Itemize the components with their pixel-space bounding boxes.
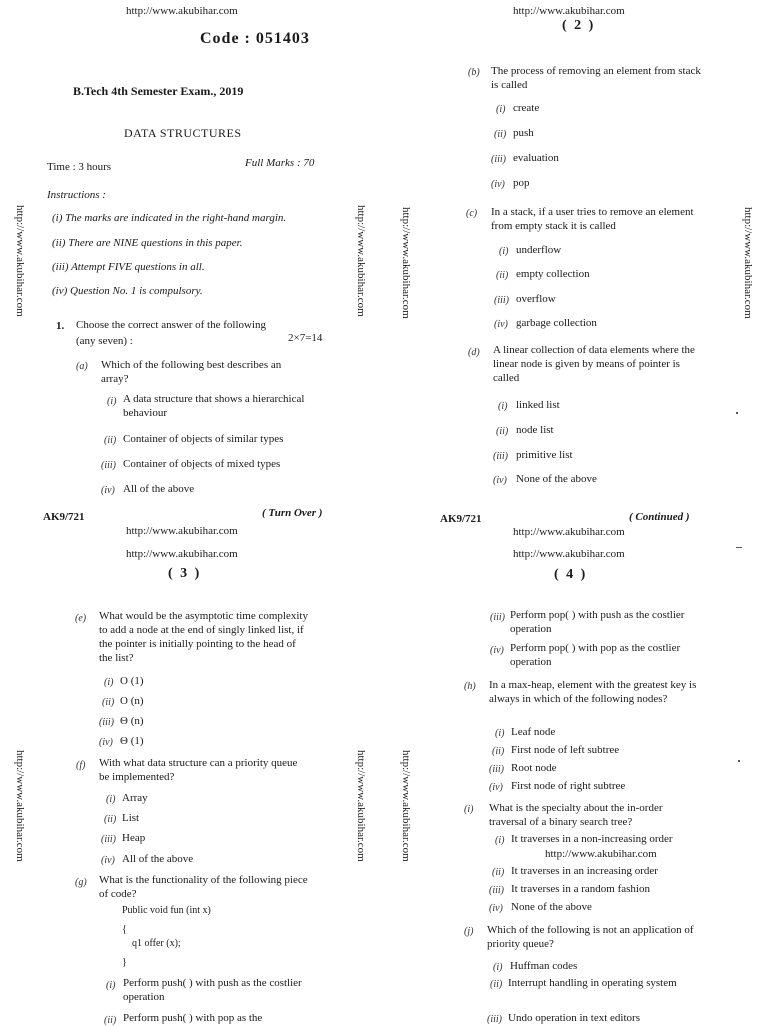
sub-question-label: (i): [464, 804, 474, 815]
option-text: First node of right subtree: [511, 780, 626, 792]
option-text: Container of objects of mixed types: [123, 458, 281, 470]
option-text: First node of left subtree: [511, 744, 620, 756]
option-text: pop: [513, 177, 530, 189]
option-text: Array: [122, 792, 148, 804]
option-text: overflow: [516, 293, 556, 305]
option-text: Θ (n): [120, 715, 144, 727]
instruction-item: (i) The marks are indicated in the right-hand margin.: [52, 212, 287, 224]
option-text: Perform push( ) with pop as the: [123, 1012, 263, 1024]
option-text: empty collection: [516, 268, 590, 280]
question-number: 1.: [56, 320, 65, 332]
page-4: [384, 528, 768, 1024]
option-label: (iv): [101, 485, 115, 496]
header-url: http://www.akubihar.com: [126, 5, 238, 17]
sub-question-label: (j): [464, 926, 474, 937]
option-label: (iv): [490, 645, 504, 656]
time-info: Time : 3 hours: [47, 161, 112, 173]
sub-question-label: (e): [75, 613, 87, 624]
footer-turn-over: ( Turn Over ): [262, 507, 323, 519]
paper-code: Code : 051403: [200, 30, 310, 47]
page-number: ( 2 ): [562, 18, 596, 33]
option-label: (i): [104, 677, 114, 688]
code-line: Public void fun (int x): [122, 905, 211, 916]
subject-title: DATA STRUCTURES: [124, 126, 242, 140]
side-watermark-url: http://www.akubihar.com: [14, 205, 26, 317]
sub-question-text: The process of removing an element from stack is called: [491, 65, 701, 91]
option-text: None of the above: [516, 473, 597, 485]
code-line: }: [122, 957, 127, 968]
sub-question-label: (g): [75, 877, 87, 888]
option-text: evaluation: [513, 152, 559, 164]
footer-code: AK9/721: [43, 511, 85, 523]
option-text: Leaf node: [511, 726, 556, 738]
option-text: push: [513, 127, 534, 139]
option-label: (iv): [489, 903, 503, 914]
page-2: [384, 0, 768, 528]
option-label: (iii): [490, 612, 505, 623]
option-text: node list: [516, 424, 554, 436]
code-line: q1 offer (x);: [132, 938, 181, 949]
inline-url: http://www.akubihar.com: [545, 848, 657, 860]
side-watermark-url: http://www.akubihar.com: [400, 750, 412, 862]
page-1: [0, 0, 384, 528]
sub-question-text: Which of the following is not an application of priority queue?: [487, 924, 694, 950]
instruction-item: (ii) There are NINE questions in this paper.: [52, 237, 243, 249]
option-text: Container of objects of similar types: [123, 433, 284, 445]
option-label: (iii): [487, 1014, 502, 1025]
option-label: (iv): [491, 179, 505, 190]
instruction-item: (iii) Attempt FIVE questions in all.: [52, 261, 205, 273]
option-label: (i): [107, 396, 117, 407]
option-label: (iii): [494, 295, 509, 306]
option-label: (iii): [101, 460, 116, 471]
option-text: None of the above: [511, 901, 592, 913]
footer-continued: ( Continued ): [629, 511, 690, 523]
option-text: Θ (1): [120, 735, 144, 747]
option-text: Perform push( ) with push as the costlier operation: [123, 977, 302, 1003]
instructions-heading: Instructions :: [47, 189, 106, 201]
option-label: (i): [495, 835, 505, 846]
option-text: O (1): [120, 675, 144, 687]
option-label: (iii): [101, 834, 116, 845]
sub-question-text: With what data structure can a priority queue be implemented?: [99, 757, 298, 783]
scan-speck: [736, 547, 742, 548]
question-text: (any seven) :: [76, 335, 133, 347]
header-url: http://www.akubihar.com: [513, 548, 625, 560]
option-label: (iv): [489, 782, 503, 793]
option-text: It traverses in an increasing order: [511, 865, 658, 877]
option-text: garbage collection: [516, 317, 597, 329]
option-label: (iii): [491, 154, 506, 165]
option-label: (iii): [493, 451, 508, 462]
option-text: Undo operation in text editors: [508, 1012, 640, 1024]
option-label: (i): [106, 794, 116, 805]
side-watermark-url: http://www.akubihar.com: [400, 207, 412, 319]
option-text: Perform pop( ) with push as the costlier operation: [510, 609, 685, 635]
option-label: (ii): [490, 979, 503, 990]
option-label: (ii): [496, 270, 509, 281]
option-text: primitive list: [516, 449, 573, 461]
option-label: (i): [106, 980, 116, 991]
question-text: Choose the correct answer of the following: [76, 319, 266, 331]
option-label: (ii): [104, 1015, 117, 1026]
option-text: Perform pop( ) with pop as the costlier operation: [510, 642, 681, 668]
sub-question-label: (d): [468, 347, 480, 358]
sub-question-label: (a): [76, 361, 88, 372]
header-url: http://www.akubihar.com: [126, 548, 238, 560]
option-text: Heap: [122, 832, 146, 844]
option-text: create: [513, 102, 540, 114]
full-marks: Full Marks : 70: [245, 157, 315, 169]
option-text: Interrupt handling in operating system: [508, 977, 677, 989]
sub-question-text: What is the specialty about the in-order traversal of a binary search tree?: [489, 802, 663, 828]
option-label: (iv): [494, 319, 508, 330]
option-label: (iii): [99, 717, 114, 728]
footer-code: AK9/721: [440, 513, 482, 525]
sub-question-text: What is the functionality of the following piece of code?: [99, 874, 308, 900]
page-number: ( 4 ): [554, 567, 588, 582]
code-line: {: [122, 924, 127, 935]
sub-question-label: (b): [468, 67, 480, 78]
option-label: (ii): [102, 697, 115, 708]
option-label: (i): [493, 962, 503, 973]
option-text: All of the above: [123, 483, 195, 495]
page-3: [0, 525, 384, 1026]
sub-question-label: (h): [464, 681, 476, 692]
option-label: (iv): [493, 475, 507, 486]
option-label: (ii): [494, 129, 507, 140]
option-text: underflow: [516, 244, 562, 256]
option-label: (iv): [101, 855, 115, 866]
sub-question-text: In a max-heap, element with the greatest key is always in which of the following nodes?: [489, 679, 697, 705]
option-text: linked list: [516, 399, 560, 411]
exam-title: B.Tech 4th Semester Exam., 2019: [73, 84, 244, 98]
option-text: Root node: [511, 762, 557, 774]
option-label: (i): [495, 728, 505, 739]
side-watermark-url: http://www.akubihar.com: [355, 205, 367, 317]
scan-speck: [736, 412, 738, 414]
option-label: (i): [498, 401, 508, 412]
instruction-item: (iv) Question No. 1 is compulsory.: [52, 285, 203, 297]
question-marks: 2×7=14: [288, 332, 323, 344]
sub-question-text: A linear collection of data elements where the linear node is given by means of pointer is called: [493, 344, 695, 384]
option-text: List: [122, 812, 140, 824]
header-url: http://www.akubihar.com: [513, 526, 625, 538]
option-label: (iv): [99, 737, 113, 748]
side-watermark-url: http://www.akubihar.com: [742, 207, 754, 319]
option-label: (iii): [489, 885, 504, 896]
sub-question-label: (f): [76, 760, 86, 771]
option-label: (ii): [492, 746, 505, 757]
sub-question-label: (c): [466, 208, 478, 219]
side-watermark-url: http://www.akubihar.com: [355, 750, 367, 862]
header-url: http://www.akubihar.com: [126, 525, 238, 537]
option-text: It traverses in a random fashion: [511, 883, 650, 895]
option-label: (ii): [492, 867, 505, 878]
option-text: Huffman codes: [510, 960, 578, 972]
side-watermark-url: http://www.akubihar.com: [14, 750, 26, 862]
sub-question-text: What would be the asymptotic time complexity to add a node at the end of singly linked list, if the pointer is initially pointing to the head of the list?: [99, 610, 308, 664]
option-label: (i): [496, 104, 506, 115]
option-label: (ii): [496, 426, 509, 437]
option-text: All of the above: [122, 853, 194, 865]
option-label: (ii): [104, 435, 117, 446]
option-label: (iii): [489, 764, 504, 775]
header-url: http://www.akubihar.com: [513, 5, 625, 17]
sub-question-text: In a stack, if a user tries to remove an element from empty stack it is called: [491, 206, 694, 232]
option-label: (i): [499, 246, 509, 257]
option-label: (ii): [104, 814, 117, 825]
option-text: A data structure that shows a hierarchical behaviour: [123, 393, 305, 419]
option-text: It traverses in a non-increasing order: [511, 833, 673, 845]
option-text: O (n): [120, 695, 144, 707]
page-number: ( 3 ): [168, 566, 202, 581]
scan-speck: [738, 760, 740, 762]
sub-question-text: Which of the following best describes an array?: [101, 359, 282, 385]
